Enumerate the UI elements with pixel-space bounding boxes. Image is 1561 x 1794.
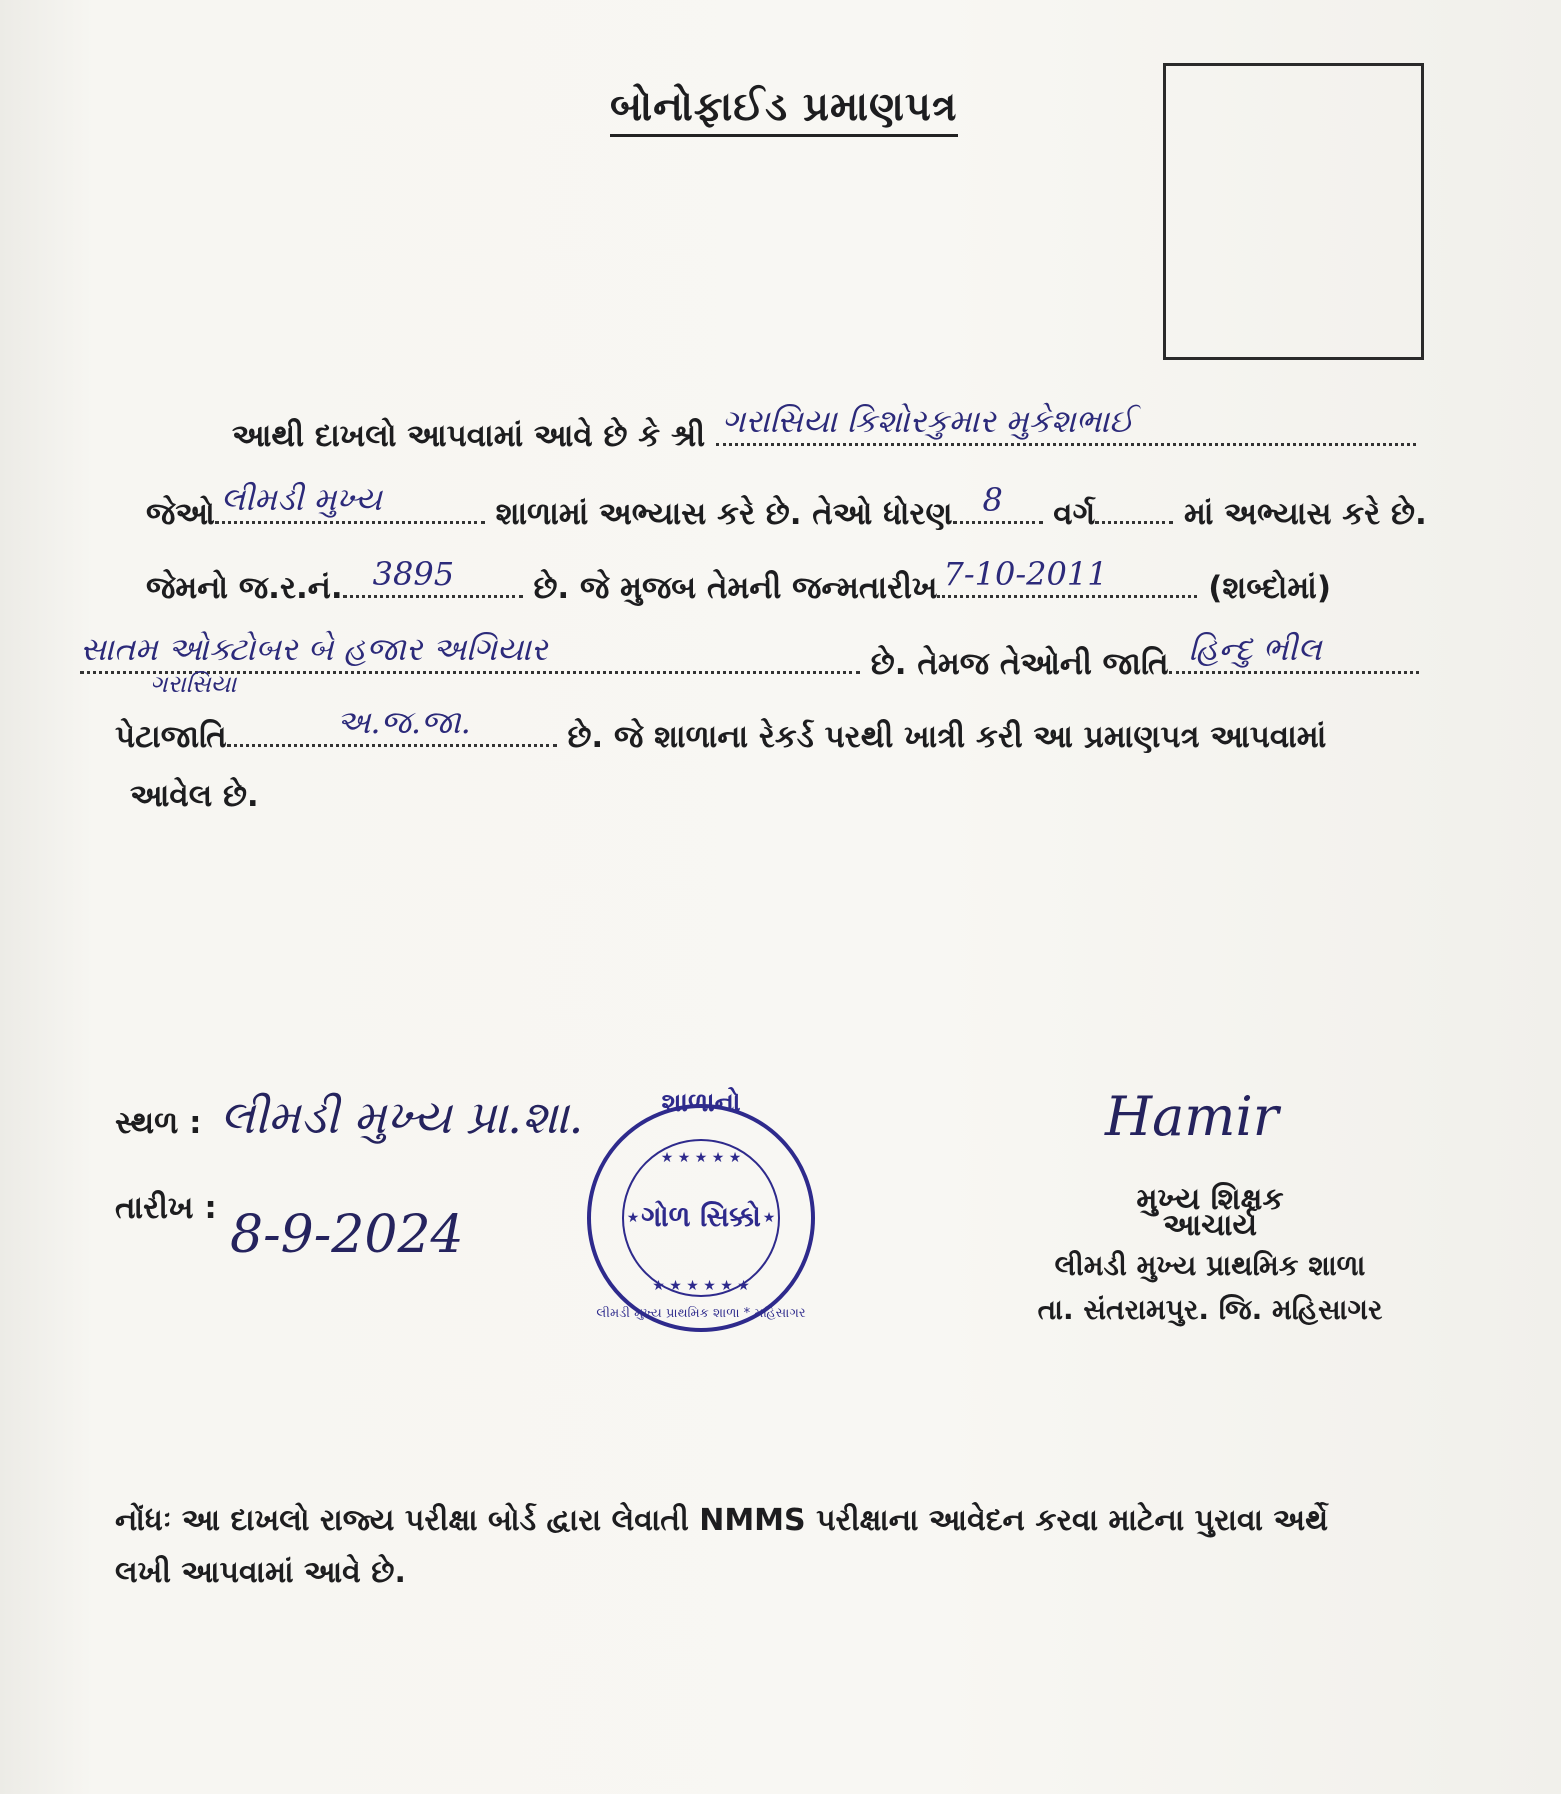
dob-value: 7-10-2011 <box>943 555 1108 593</box>
school-seal <box>583 1088 819 1336</box>
place-label: સ્થળ : <box>115 1105 202 1141</box>
line2-mid: શાળામાં અભ્યાસ કરે છે. તેઓ ધોરણ <box>495 496 953 532</box>
sig-title-2: આચાર્ય <box>1162 1208 1258 1243</box>
svg-text:★ ★ ★ ★ ★: ★ ★ ★ ★ ★ <box>660 1150 742 1166</box>
date-label: તારીખ : <box>115 1190 217 1226</box>
sig-address: તા. સંતરામપુર. જિ. મહિસાગર <box>1037 1293 1383 1326</box>
subcaste-field <box>227 703 557 747</box>
line-3 <box>146 555 1332 607</box>
line-4 <box>80 630 1419 683</box>
caste-value: હિન્દુ ભીલ <box>1188 630 1322 668</box>
seal-ring-text: લીમડી મુખ્ય પ્રાથમિક શાળા * મહિસાગર <box>596 1306 806 1321</box>
svg-text:★: ★ <box>626 1210 640 1226</box>
line-1 <box>232 402 1416 455</box>
class-field <box>1095 491 1173 524</box>
date-value: 8-9-2024 <box>230 1205 464 1265</box>
svg-text:★: ★ <box>762 1210 776 1226</box>
line3-prefix: જેમનો જ.ર.નં. <box>146 570 343 606</box>
signature-block <box>1020 1178 1400 1332</box>
school-name: લીમડી મુખ્ય <box>220 480 382 518</box>
line-2 <box>146 480 1427 533</box>
register-no-field <box>343 555 523 598</box>
svg-text:★ ★ ★ ★ ★ ★: ★ ★ ★ ★ ★ ★ <box>652 1278 750 1294</box>
signature: Hamir <box>1105 1085 1279 1148</box>
place-value: લીમડી મુખ્ય પ્રા.શા. <box>220 1090 584 1144</box>
photo-box <box>1163 63 1424 360</box>
line5-prefix: પેટાજાતિ <box>115 719 227 755</box>
line4-mid: છે. તેમજ તેઓની જાતિ <box>870 646 1169 682</box>
caste-field <box>1169 630 1419 674</box>
line2-prefix: જેઓ <box>146 496 215 532</box>
line2-class-label: વર્ગ <box>1053 496 1096 532</box>
line1-prefix: આથી દાખલો આપવામાં આવે છે કે શ્રી <box>232 418 706 454</box>
line2-suffix: માં અભ્યાસ કરે છે. <box>1184 496 1427 532</box>
subcaste-note: ગરાસિયા <box>150 670 237 698</box>
sig-school: લીમડી મુખ્ય પ્રાથમિક શાળા <box>1054 1249 1366 1282</box>
line-5 <box>115 703 1327 756</box>
line3-suffix: (શબ્દોમાં) <box>1208 570 1332 606</box>
standard-value: 8 <box>982 481 1003 519</box>
footer-note: નોંધઃ આ દાખલો રાજ્ય પરીક્ષા બોર્ડ દ્વારા લેવાતી NMMS પરીક્ષાના આવેદન કરવા માટેના પુરાવા અર્થે લખી આપવામાં આવે છે. <box>115 1503 1329 1590</box>
student-name-field <box>716 402 1416 446</box>
standard-field <box>953 481 1043 524</box>
line5-suffix: છે. જે શાળાના રેકર્ડ પરથી ખાત્રી કરી આ પ્રમાણપત્ર આપવામાં <box>567 719 1327 755</box>
sig-title-1: મુખ્ય શિક્ષક <box>1136 1182 1284 1217</box>
school-name-field <box>215 480 485 524</box>
line-6: આવેલ છે. <box>130 778 259 814</box>
dob-field <box>937 555 1197 598</box>
seal-center-text: ગોળ સિક્કો <box>641 1200 761 1233</box>
subcaste-value: અ.જ.જા. <box>336 703 471 741</box>
seal-top-text: શાળાનો <box>661 1088 741 1118</box>
register-no: 3895 <box>372 555 455 593</box>
document-title: બોનોફાઈડ પ્રમાણપત્ર <box>610 84 958 137</box>
line3-mid: છે. જે મુજબ તેમની જન્મતારીખ <box>533 570 938 606</box>
student-name: ગરાસિયા કિશોરકુમાર મુકેશભાઈ <box>721 402 1134 440</box>
dob-words: સાતમ ઓક્ટોબર બે હજાર અગિયાર <box>80 630 548 668</box>
